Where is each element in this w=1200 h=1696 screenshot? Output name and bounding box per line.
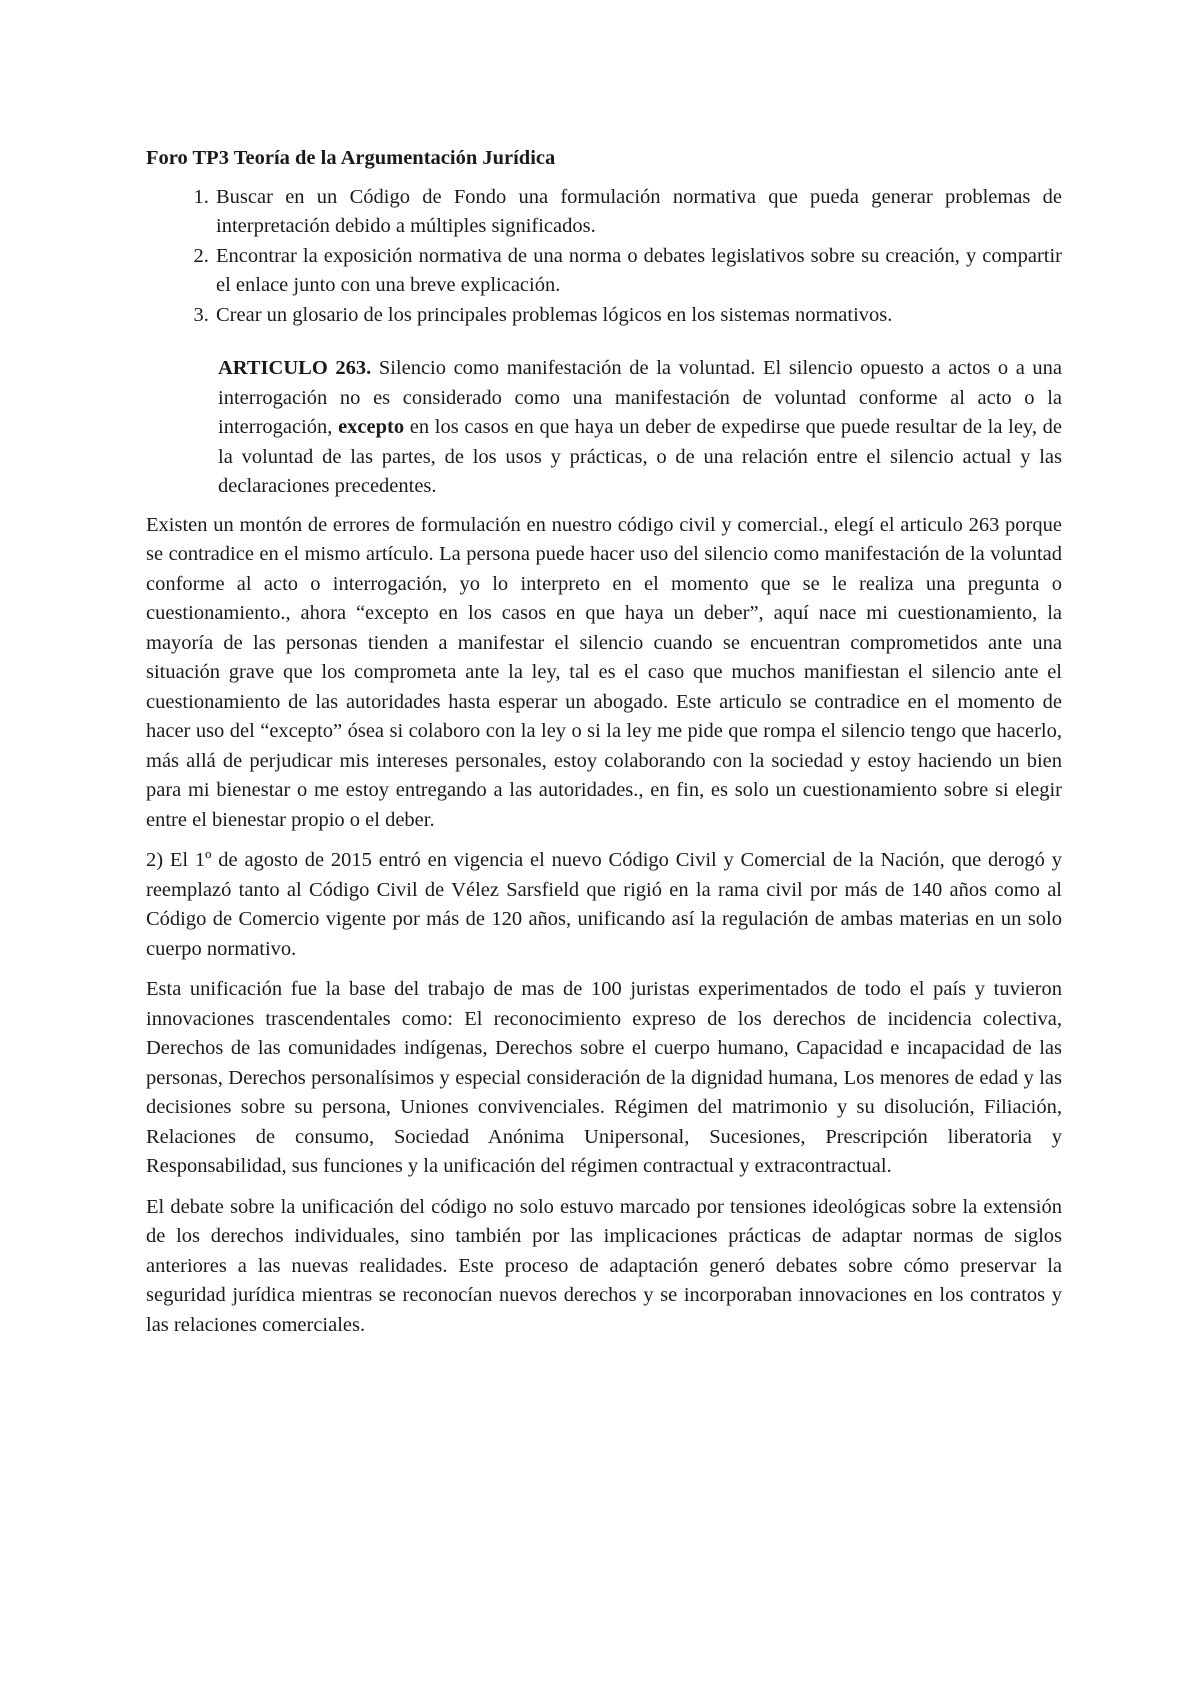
task-item: 2. Encontrar la exposición normativa de una norma o debates legislativos sobre su creación, y compartir el enlace junto con una breve explicación. <box>214 242 1062 301</box>
document-page <box>146 144 1062 1351</box>
paragraph-analysis: Existen un montón de errores de formulación en nuestro código civil y comercial., elegí el articulo 263 porque se contradice en el mismo artículo. La persona puede hacer uso del silencio como manifestación de la voluntad conforme al acto o interrogación, yo lo interpreto en el momento que se le realiza una pregunta o cuestionamiento., ahora “excepto en los casos en que haya un deber”, aquí nace mi cuestionamiento, la mayoría de las personas tienden a manifestar el silencio cuando se encuentran comprometidos ante una situación grave que los comprometa ante la ley, tal es el caso que muchos manifiestan el silencio ante el cuestionamiento de las autoridades hasta esperar un abogado. Este articulo se contradice en el momento de hacer uso del “excepto” ósea si colaboro con la ley o si la ley me pide que rompa el silencio tengo que hacerlo, más allá de perjudicar mis intereses personales, estoy colaborando con la sociedad y estoy haciendo un bien para mi bienestar o me estoy entregando a las autoridades., en fin, es solo un cuestionamiento sobre si elegir entre el bienestar propio o el deber. <box>146 513 1062 831</box>
document-title: Foro TP3 Teoría de la Argumentación Jurídica <box>146 147 556 169</box>
paragraph-code-history: 2) El 1º de agosto de 2015 entró en vigencia el nuevo Código Civil y Comercial de la Nación, que derogó y reemplazó tanto al Código Civil de Vélez Sarsfield que rigió en la rama civil por más de 140 años como al Código de Comercio vigente por más de 120 años, unificando así la regulación de ambas materias en un solo cuerpo normativo. <box>146 849 1062 960</box>
article-emphasis: excepto <box>338 416 405 438</box>
task-item: 3. Crear un glosario de los principales problemas lógicos en los sistemas normativos. <box>214 301 1062 331</box>
article-heading: ARTICULO 263. <box>218 357 372 379</box>
article-quote <box>218 354 1062 502</box>
article-text-before: Silencio como manifestación de la voluntad. El silencio opuesto a actos o a una interrogación no es considerado como una manifestación de voluntad conforme al acto o la interrogación, <box>218 357 1062 438</box>
paragraph-debate: El debate sobre la unificación del código no solo estuvo marcado por tensiones ideológicas sobre la extensión de los derechos individuales, sino también por las implicaciones prácticas de adaptar normas de siglos anteriores a las nuevas realidades. Este proceso de adaptación generó debates sobre cómo preservar la seguridad jurídica mientras se reconocían nuevos derechos y se incorporaban innovaciones en los contratos y las relaciones comerciales. <box>146 1195 1062 1336</box>
paragraph-innovations: Esta unificación fue la base del trabajo de mas de 100 juristas experimentados de todo el país y tuvieron innovaciones trascendentales como: El reconocimiento expreso de los derechos de incidencia colectiva, Derechos de las comunidades indígenas, Derechos sobre el cuerpo humano, Capacidad e incapacidad de las personas, Derechos personalísimos y especial consideración de la dignidad humana, Los menores de edad y las decisiones sobre su persona, Uniones convivenciales. Régimen del matrimonio y su disolución, Filiación, Relaciones de consumo, Sociedad Anónima Unipersonal, Sucesiones, Prescripción liberatoria y Responsabilidad, sus funciones y la unificación del régimen contractual y extracontractual. <box>146 978 1062 1177</box>
task-list <box>146 183 1062 331</box>
article-text-after: en los casos en que haya un deber de expedirse que puede resultar de la ley, de la voluntad de las partes, de los usos y prácticas, o de una relación entre el silencio actual y las declaraciones precedentes. <box>218 416 1062 497</box>
task-item: 1. Buscar en un Código de Fondo una formulación normativa que pueda generar problemas de interpretación debido a múltiples significados. <box>214 183 1062 242</box>
